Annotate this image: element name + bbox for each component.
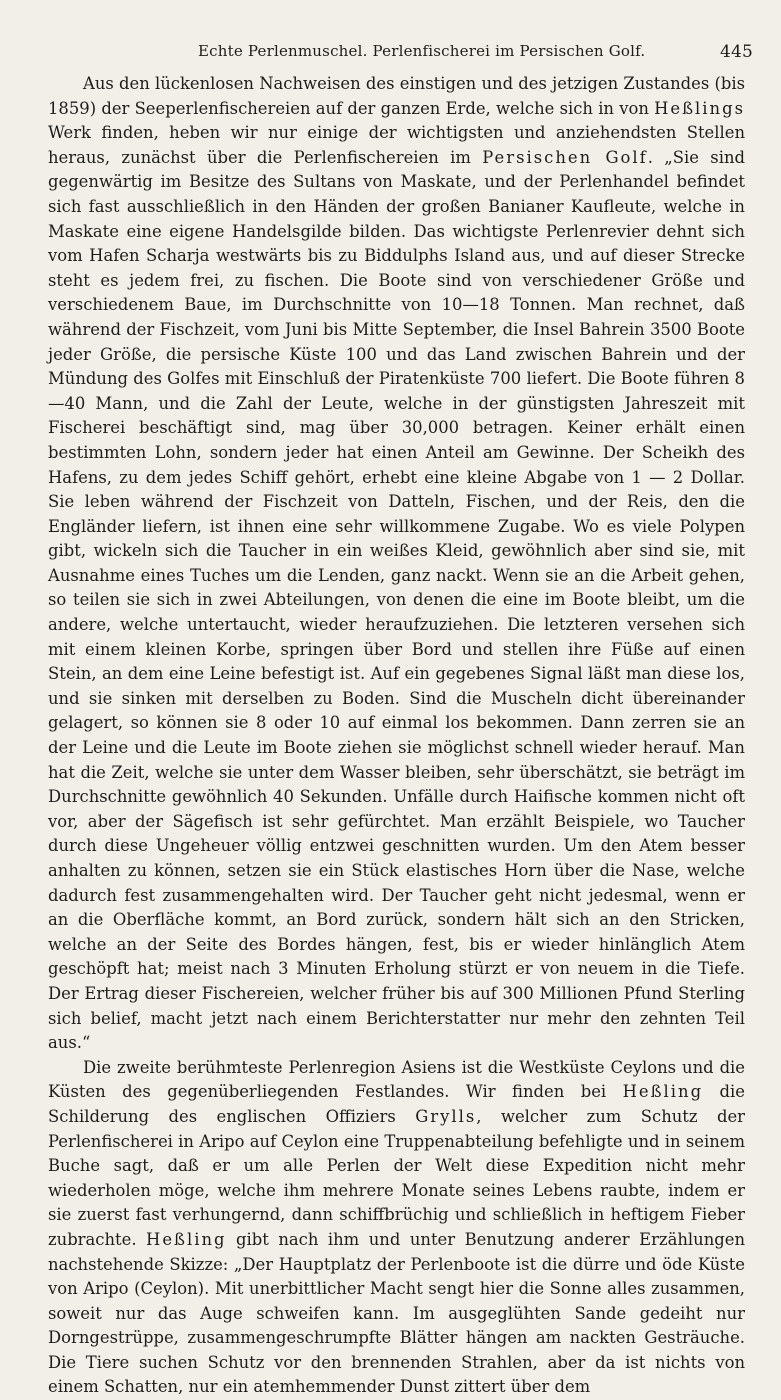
author-name: Heßling (622, 1082, 704, 1102)
body-text (48, 72, 745, 1400)
paragraph-ceylon (48, 1056, 745, 1400)
paragraph-persian-gulf (48, 72, 745, 1056)
author-name: Heßlings (654, 98, 745, 118)
running-head (48, 28, 753, 64)
book-page (48, 28, 753, 1397)
paragraph-text: , welcher zum Schutz der Perlenfischerei in Aripo auf Ceylon eine Truppenabteilung befehligte und in seinem Buche sagt, daß er um alle Perlen der Welt diese Expedition nicht mehr wiederholen möge, welche ihm mehrere Monate seines Lebens raubte, indem er sie zuerst fast verhungernd, dann schiffbrüchig und schließlich in heftigem Fieber zubrachte. (48, 1106, 745, 1249)
paragraph-text: Werk finden, heben wir nur einige der wichtigsten und anziehendsten Stellen heraus, zunächst über die Perlenfischereien im (48, 123, 745, 167)
paragraph-text: die Schilderung des englischen Offiziers (48, 1082, 745, 1126)
paragraph-text: Aus den lückenlosen Nachweisen des einstigen und des jetzigen Zustandes (bis 1859) der Seeperlenfischereien auf der ganzen Erde, welche sich in von (48, 74, 745, 118)
paragraph-text: gibt nach ihm und unter Benutzung anderer Erzählungen nachstehende Skizze: „Der Hauptplatz der Perlenboote ist die dürre und öde Küste von Aripo (Ceylon). Mit unerbittlicher Macht sengt hier die Sonne alles zusammen, soweit nur das Auge schweifen kann. Im ausgeglühten Sande gedeiht nur Dorngestrüppe, zusammengeschrumpfte Blätter hängen am nackten Gesträuche. Die Tiere suchen Schutz vor den brennenden Strahlen, aber da ist nichts von einem Schatten, nur ein atemhemmender Dunst zittert über dem (48, 1229, 746, 1397)
place-name: Persischen Golf (482, 147, 648, 167)
page-number: 445 (719, 42, 753, 62)
paragraph-text: . „Sie sind gegenwärtig im Besitze des Sultans von Maskate, und der Perlenhandel befindet sich fast ausschließlich in den Händen der großen Banianer Kaufleute, welche in Maskate eine eigene Handelsgilde bilden. Das wichtigste Perlenrevier dehnt sich vom Hafen Scharja westwärts bis zu Biddulphs Island aus, und auf dieser Strecke steht es jedem frei, zu fischen. Die Boote sind von verschiedener Größe und verschiedenem Baue, im Durchschnitte von 10—18 Tonnen. Man rechnet, daß während der Fischzeit, vom Juni bis Mitte September, die Insel Bahrein 3500 Boote jeder Größe, die persische Küste 100 und das Land zwischen Bahrein und der Mündung des Golfes mit Einschluß der Piratenküste 700 liefert. Die Boote führen 8—40 Mann, und die Zahl der Leute, welche in der günstigsten Jahreszeit mit Fischerei beschäftigt sind, mag über 30,000 betragen. Keiner erhält einen bestimmten Lohn, sondern jeder hat einen Anteil am Gewinne. Der Scheikh des Hafens, zu dem jedes Schiff gehört, erhebt eine kleine Abgabe von 1 — 2 Dollar. Sie leben während der Fischzeit von Datteln, Fischen, und der Reis, den die Engländer liefern, ist ihnen eine sehr willkommene Zugabe. Wo es viele Polypen gibt, wickeln sich die Taucher in ein weißes Kleid, gewöhnlich aber sind sie, mit Ausnahme eines Tuches um die Lenden, ganz nackt. Wenn sie an die Arbeit gehen, so teilen sie sich in zwei Abteilungen, von denen die eine im Boote bleibt, um die andere, welche untertaucht, wieder heraufzuziehen. Die letzteren versehen sich mit einem kleinen Korbe, springen über Bord und stellen ihre Füße auf einen Stein, an dem eine Leine befestigt ist. Auf ein gegebenes Signal läßt man diese los, und sie sinken mit derselben zu Boden. Sind die Muscheln dicht übereinander gelagert, so können sie 8 oder 10 auf einmal los bekommen. Dann zerren sie an der Leine und die Leute im Boote ziehen sie möglichst schnell wieder herauf. Man hat die Zeit, welche sie unter dem Wasser bleiben, sehr überschätzt, sie beträgt im Durchschnitte gewöhnlich 40 Sekunden. Unfälle durch Haifische kommen nicht oft vor, aber der Sägefisch ist sehr gefürchtet. Man erzählt Beispiele, wo Taucher durch diese Ungeheuer völlig entzwei geschnitten wurden. Um den Atem besser anhalten zu können, setzen sie ein Stück elastisches Horn über die Nase, welche dadurch fest zusammengehalten wird. Der Taucher geht nicht jedesmal, wenn er an die Oberfläche kommt, an Bord zurück, sondern hält sich an den Stricken, welche an der Seite des Bordes hängen, fest, bis er wieder hinlänglich Atem geschöpft hat; meist nach 3 Minuten Erholung stürzt er von neuem in die Tiefe. Der Ertrag dieser Fischereien, welcher früher bis auf 300 Millionen Pfund Sterling sich belief, macht jetzt nach einem Berichterstatter nur mehr den zehnten Teil aus.“ (48, 147, 745, 1053)
author-name: Grylls (415, 1106, 477, 1126)
running-title: Echte Perlenmuschel. Perlenfischerei im Persischen Golf. (198, 42, 646, 60)
author-name: Heßling (146, 1229, 227, 1249)
paragraph-text: Die zweite berühmteste Perlenregion Asiens ist die Westküste Ceylons und die Küsten des gegenüberliegenden Festlandes. Wir finden bei (48, 1057, 745, 1102)
